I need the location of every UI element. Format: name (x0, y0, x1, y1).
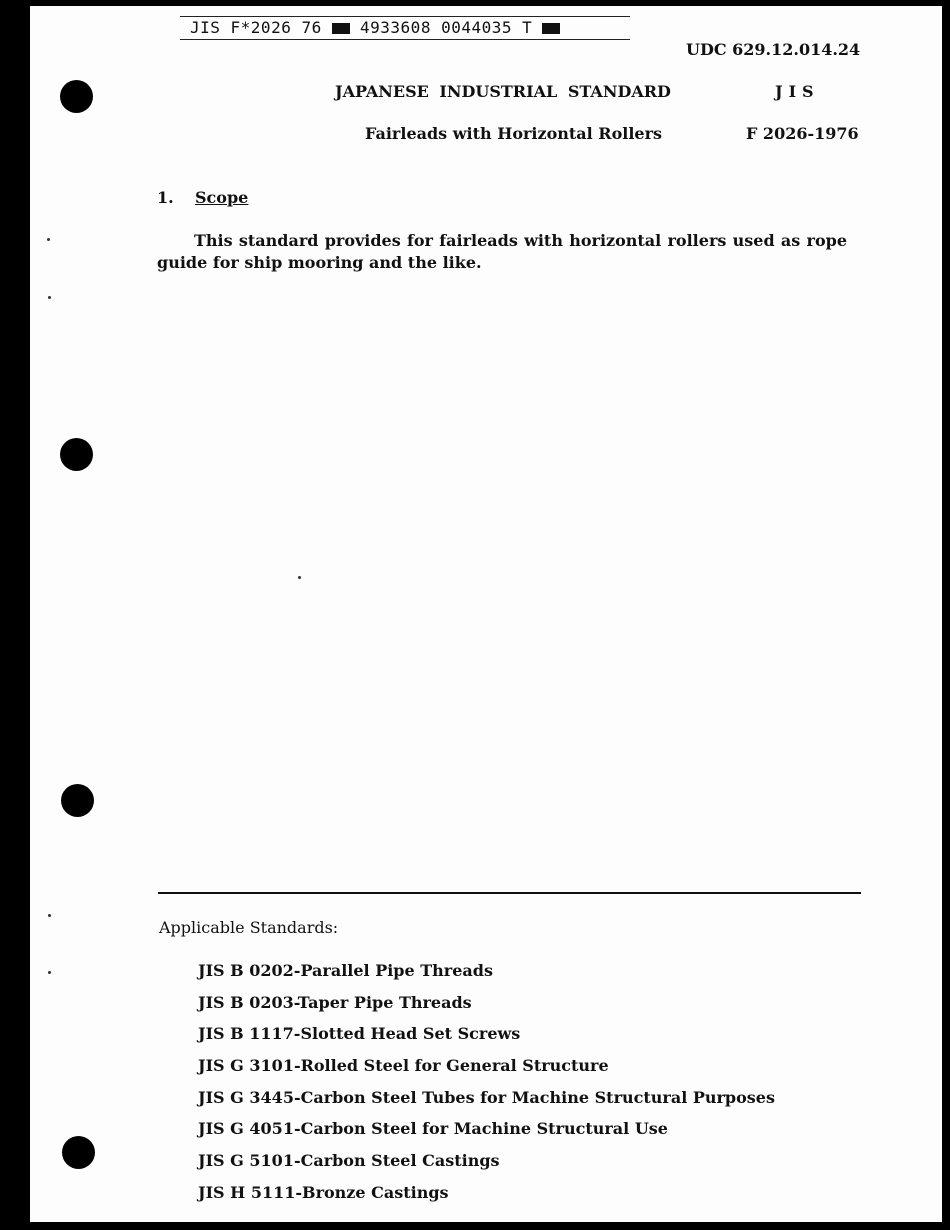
document-code (190, 18, 560, 37)
scan-speck (48, 914, 51, 917)
applicable-standards-list (198, 961, 775, 1215)
list-item: JIS G 4051-Carbon Steel for Machine Structural Use (198, 1119, 668, 1139)
scan-speck (298, 576, 301, 579)
list-item: JIS H 5111-Bronze Castings (198, 1182, 449, 1202)
applicable-standards-title: Applicable Standards: (159, 918, 339, 937)
scope-paragraph: This standard provides for fairleads with horizontal rollers used as rope guide for ship mooring and the like. (157, 231, 847, 272)
binder-hole-icon (60, 438, 93, 471)
header-code-top-line (180, 16, 630, 17)
list-item: JIS B 1117-Slotted Head Set Screws (198, 1024, 521, 1044)
document-code-prefix: JIS F*2026 76 (190, 18, 322, 37)
standard-number: F 2026-1976 (746, 124, 859, 143)
standard-name: JAPANESE INDUSTRIAL STANDARD (335, 82, 671, 101)
list-item: JIS G 3101-Rolled Steel for General Structure (198, 1056, 609, 1076)
redaction-block-icon (542, 23, 560, 34)
list-item: JIS B 0203-Taper Pipe Threads (198, 992, 472, 1012)
list-item: JIS G 5101-Carbon Steel Castings (198, 1151, 500, 1171)
scan-speck (47, 238, 50, 241)
document-code-mid: 4933608 0044035 T (360, 18, 533, 37)
header-code-bottom-line (180, 39, 630, 40)
binder-hole-icon (62, 1136, 95, 1169)
udc-number: UDC 629.12.014.24 (686, 40, 861, 59)
binder-hole-icon (60, 80, 93, 113)
jis-mark: JIS (775, 82, 820, 101)
document-title: Fairleads with Horizontal Rollers (365, 124, 663, 143)
document-page (30, 6, 942, 1222)
footnote-divider (158, 892, 861, 894)
redaction-block-icon (332, 23, 350, 34)
scan-speck (48, 971, 51, 974)
scope-section-title: Scope (195, 188, 249, 207)
scope-section-number: 1. (157, 188, 174, 207)
list-item: JIS G 3445-Carbon Steel Tubes for Machine Structural Purposes (198, 1087, 775, 1107)
list-item: JIS B 0202-Parallel Pipe Threads (198, 961, 493, 980)
scan-speck (48, 296, 51, 299)
binder-hole-icon (61, 784, 94, 817)
